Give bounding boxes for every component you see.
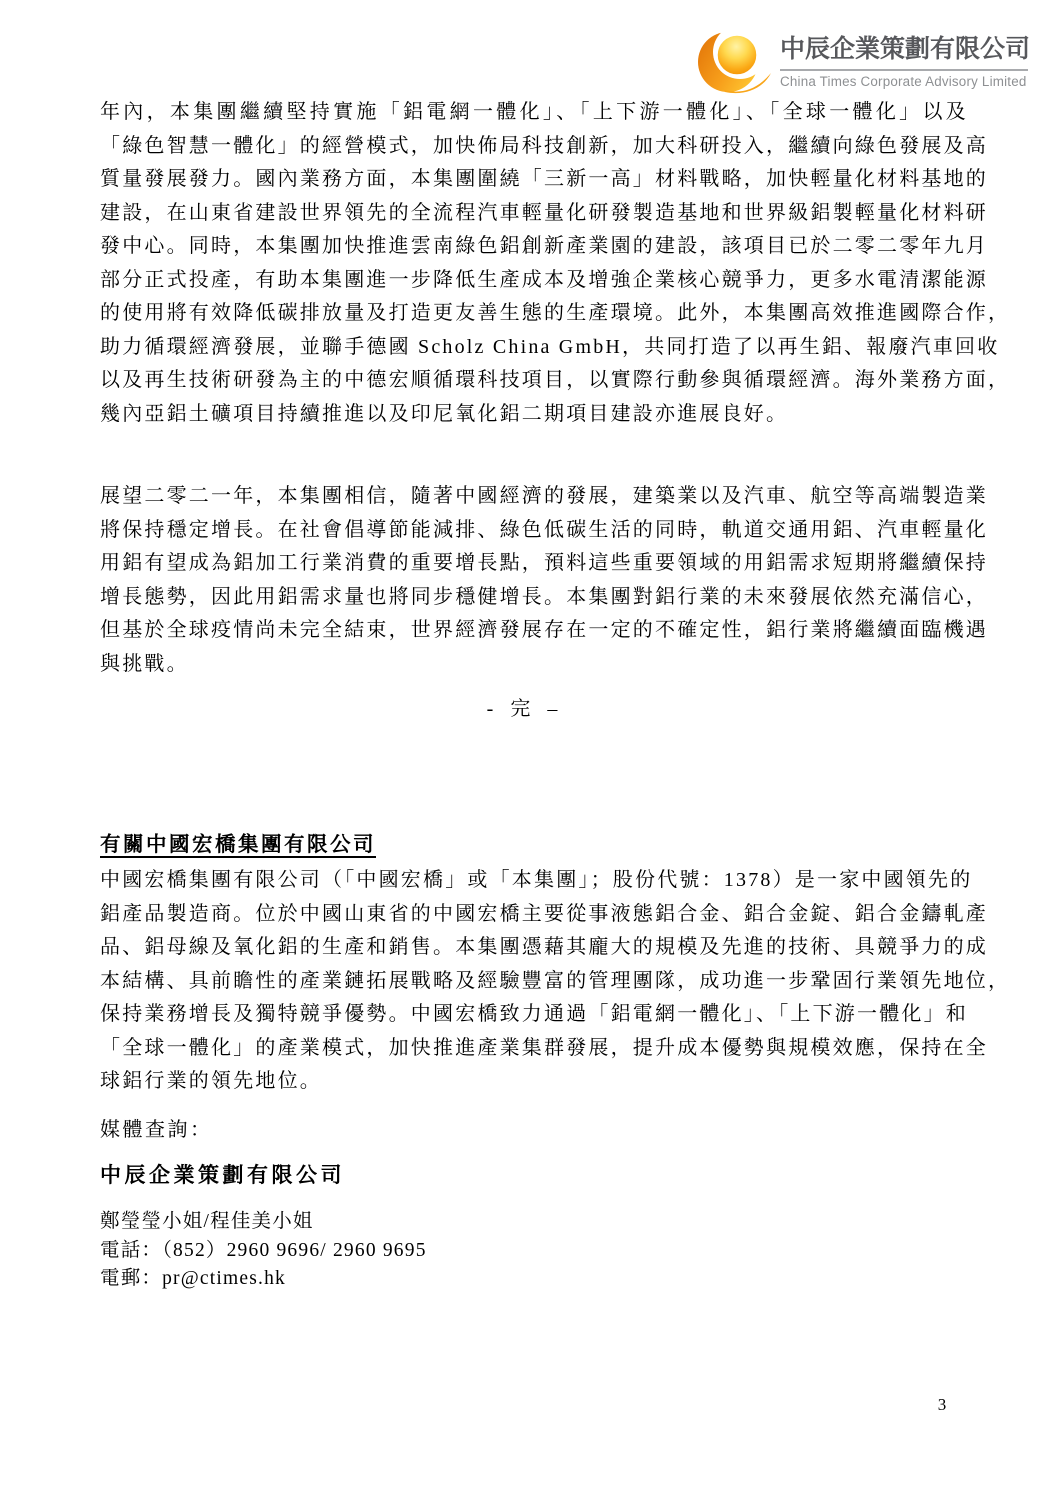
text-line: 建設，在山東省建設世界領先的全流程汽車輕量化研發製造基地和世界級鋁製輕量化材料研: [100, 201, 988, 224]
text-line: 保持業務增長及獨特競爭優勢。中國宏橋致力通過「鋁電網一體化」、「上下游一體化」和: [100, 1003, 968, 1025]
company-logo: [693, 28, 1031, 94]
paragraph-business-review: [100, 96, 1011, 431]
page-number: 3: [937, 1395, 947, 1414]
contact-email: 電郵：pr@ctimes.hk: [100, 1268, 286, 1289]
text-line: 但基於全球疫情尚未完全結束，世界經濟發展存在一定的不確定性，鋁行業將繼續面臨機遇: [100, 619, 988, 641]
text-line: 與挑戰。: [100, 652, 189, 675]
text-line: 品、鋁母線及氧化鋁的生產和銷售。本集團憑藉其龐大的規模及先進的技術、具競爭力的成: [100, 936, 988, 958]
contact-block: [100, 1208, 427, 1294]
text-line: 幾內亞鋁土礦項目持續推進以及印尼氧化鋁二期項目建設亦進展良好。: [100, 402, 789, 425]
text-line: 展望二零二一年，本集團相信，隨著中國經濟的發展，建築業以及汽車、航空等高端製造業: [100, 485, 988, 507]
text-line: 年內，本集團繼續堅持實施「鋁電網一體化」、「上下游一體化」、「全球一體化」以及: [100, 101, 968, 123]
text-line: 中國宏橋集團有限公司（「中國宏橋」或「本集團」；股份代號：1378）是一家中國領先的: [100, 869, 973, 891]
logo-company-name-zh: 中辰企業策劃有限公司: [780, 31, 1028, 71]
text-line: 用鋁有望成為鋁加工行業消費的重要增長點，預料這些重要領域的用鋁需求短期將繼續保持: [100, 552, 988, 574]
logo-company-name-en: China Times Corporate Advisory Limited: [780, 74, 1027, 89]
text-line: 鋁產品製造商。位於中國山東省的中國宏橋主要從事液態鋁合金、鋁合金錠、鋁合金鑄軋產: [100, 902, 988, 925]
paragraph-about-company: [100, 864, 1011, 1099]
text-line: 的使用將有效降低碳排放量及打造更友善生態的生產環境。此外，本集團高效推進國際合作，: [100, 302, 1011, 324]
contact-phone: 電話：（852）2960 9696/ 2960 9695: [100, 1239, 427, 1261]
contact-names: 鄭瑩瑩小姐/程佳美小姐: [100, 1211, 314, 1232]
text-line: 增長態勢，因此用鋁需求量也將同步穩健增長。本集團對鋁行業的未來發展依然充滿信心，: [100, 585, 988, 608]
text-line: 本結構、具前瞻性的產業鏈拓展戰略及經驗豐富的管理團隊，成功進一步鞏固行業領先地位，: [100, 969, 1011, 992]
paragraph-outlook: [100, 480, 988, 681]
text-line: 質量發展發力。國內業務方面，本集團圍繞「三新一高」材料戰略，加快輕量化材料基地的: [100, 168, 988, 190]
about-section-heading: 有關中國宏橋集團有限公司: [100, 834, 376, 856]
agency-name: 中辰企業策劃有限公司: [100, 1163, 345, 1187]
sun-swoosh-icon: [693, 30, 773, 94]
logo-text: [780, 31, 1031, 89]
media-inquiry-label: 媒體查詢：: [100, 1119, 213, 1141]
text-line: 助力循環經濟發展，並聯手德國 Scholz China GmbH，共同打造了以再生鋁、報廢汽車回收: [100, 335, 1000, 358]
text-line: 「綠色智慧一體化」的經營模式，加快佈局科技創新，加大科研投入，繼續向綠色發展及高: [100, 134, 988, 157]
end-mark: - 完 –: [486, 698, 564, 720]
text-line: 部分正式投產，有助本集團進一步降低生產成本及增強企業核心競爭力，更多水電清潔能源: [100, 268, 988, 291]
text-line: 「全球一體化」的產業模式，加快推進產業集群發展，提升成本優勢與規模效應，保持在全: [100, 1036, 988, 1059]
text-line: 球鋁行業的領先地位。: [100, 1070, 322, 1092]
text-line: 發中心。同時，本集團加快推進雲南綠色鋁創新產業園的建設，該項目已於二零二零年九月: [100, 235, 988, 257]
text-line: 以及再生技術研發為主的中德宏順循環科技項目，以實際行動參與循環經濟。海外業務方面，: [100, 369, 1011, 391]
text-line: 將保持穩定增長。在社會倡導節能減排、綠色低碳生活的同時，軌道交通用鋁、汽車輕量化: [100, 518, 988, 541]
